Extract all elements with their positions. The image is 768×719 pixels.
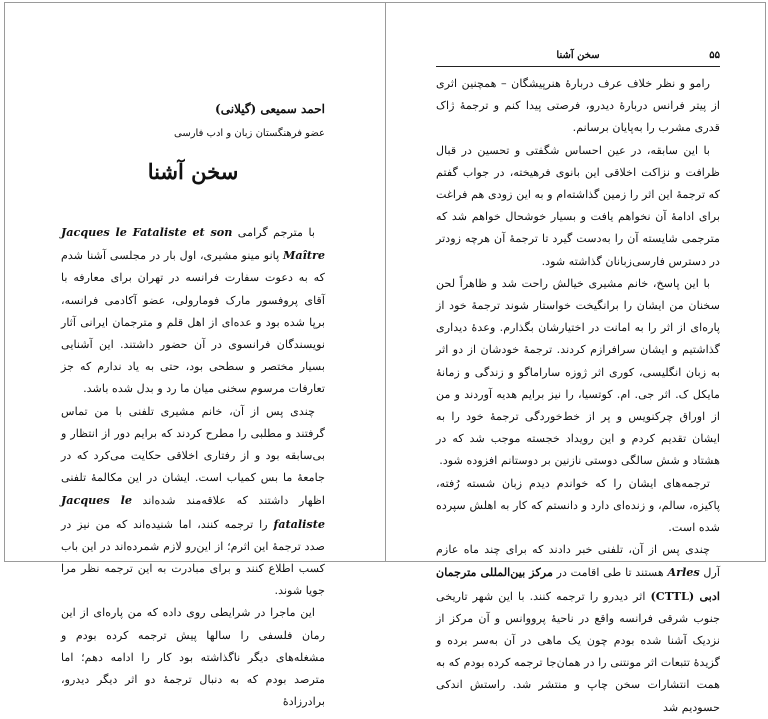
text-run: چندی پس از آن، خانم مشیری تلفنی با من تماس گرفتند و مطلبی را مطرح کردند که برایم دور از انتظار و بی‌سابقه بود و از رفتاری اخلاقی حکایت می‌کرد که در جامعهٔ ما بس کمیاب است. ایشان در این مکالمهٔ تلفنی اظهار داشتند که علاقه‌مند شده‌اند <box>61 404 325 508</box>
bold-institution-name: مرکز بین‌المللی مترجمان ادبی (CTTL) <box>436 565 720 603</box>
text-run: با مترجم گرامی <box>232 226 315 239</box>
left-page <box>5 3 385 709</box>
paragraph: رامو و نظر خلاف عرف دربارهٔ هنرپیشگان – همچنین اثری از پیتر فرانس دربارهٔ دیدرو، فرصتی پیدا کنم و ترجمهٔ ژاک قدری مشرب را به‌پایان برسانم. <box>436 77 720 135</box>
author-name: احمد سمیعی (گیلانی) <box>215 102 325 116</box>
text-run: را ترجمه کنند، اما شنیده‌اند که من نیز در صدد ترجمهٔ این اثرم؛ از این‌رو لازم شمرده‌اند در این باب کسب اطلاع کنند و برای مبادرت به این ترجمه نظر مرا جویا شوند. <box>61 517 325 598</box>
text-run: هستند تا طی اقامت در <box>552 566 668 580</box>
chapter-title: سخن آشنا <box>147 159 239 184</box>
paragraph: با این سابقه، در عین احساس شگفتی و تحسین در قبال ظرافت و نزاکت اخلاقی این بانوی فرهیخته، در جواب گفتم که ترجمهٔ این اثر را زمین گذاشته‌ام و به این زودی هم فراغت برای ادامهٔ آن نخواهم یافت و بسیار خوشحال خواهم شد که مترجمی شایسته آن را به‌دست گیرد تا ترجمهٔ آن هرچه زودتر در دسترس فارسی‌زبانان گذاشته شود. <box>436 143 720 268</box>
latin-book-title: Jacques le fataliste <box>61 493 325 531</box>
right-page <box>386 3 765 714</box>
paragraph <box>436 539 720 719</box>
text-run: پانو مینو مشیری، اول بار در مجلسی آشنا شدم که به دعوت سفارت فرانسه در تهران برای معارفه با آقای پروفسور مارک فومارولی، عضو آکادمی فرانسه، برپا شده بود و عده‌ای از اهل قلم و مترجمان ایرانی آثار نویسندگان فرانسوی در آن حضور داشتند. این آشنایی بسیار مختصر و سطحی بود، حتی به یاد ندارم که جز تعارفات مرسوم سخنی میان ما رد و بدل شده باشد. <box>61 249 325 396</box>
running-title: سخن آشنا <box>556 50 600 61</box>
paragraph: با این پاسخ، خانم مشیری خیالش راحت شد و ظاهراً لحن سخنان من ایشان را برانگیخت خواستار شوند ترجمهٔ خود از پاره‌ای از اثر را به امانت در اختیارشان بگذارم. وعدهٔ دیداری گذاشتیم و ایشان سرافرازم کردند. ترجمهٔ خودشان از دو اثر به زبان انگلیسی، کوری اثر ژوزه ساراماگو و زندگی و زمانهٔ مایکل ک. اثر جی. ام. کوتسیا، را نیز برایم هدیه آوردند و من از اوراق چرکنویس و پر از خط‌خوردگی ترجمهٔ خود را به ایشان تقدیم کردم و این رویداد خجسته موجب شد که در هشتاد و شش سالگی دوستی نازنین بر دوستانم افزوده شود. <box>436 276 720 468</box>
paragraph <box>61 221 325 401</box>
left-body-text <box>61 221 325 713</box>
book-spread <box>4 2 766 714</box>
page-number: ۵۵ <box>709 50 720 61</box>
paragraph: ترجمه‌های ایشان را که خواندم دیدم زبان شسته رُفته، پاکیزه، سالم، و زنده‌ای دارد و دانستم که کار به اهلش سپرده شده است. <box>436 476 720 535</box>
paragraph: این ماجرا در شرایطی روی داده که من پاره‌ای از این رمان فلسفی را سالها پیش ترجمه کرده بودم و مشغله‌های دیگر ناگذاشته بود کار را ادامه دهم؛ اما مترصد بودم که به دنبال ترجمهٔ دو اثر دیگر دیدرو، برادرزادهٔ <box>61 606 325 709</box>
text-run: چندی پس از آن، تلفنی خبر دادند که برای چند ماه عازم آرل <box>436 543 720 580</box>
text-run: اثر دیدرو را ترجمه کنند. با این شهر تاریخی جنوب شرقی فرانسه واقع در ناحیهٔ پرووانس و آن مرکز از نزدیک آشنا شده بودم چون یک ماهی در آن به‌سر برده و گزیدهٔ تتبعات اثر مونتنی را در همان‌جا ترجمه کرده بودم که به همت انتشارات سخن چاپ و منتشر شد. راستش اندکی حسودیم شد <box>436 589 720 714</box>
latin-place-name: Arles <box>667 565 700 580</box>
running-header <box>436 49 720 67</box>
author-role: عضو فرهنگستان زبان و ادب فارسی <box>174 128 325 139</box>
paragraph <box>61 401 325 603</box>
right-body-text <box>436 73 720 719</box>
latin-book-title: Jacques le Fataliste et son Maître <box>61 225 325 263</box>
